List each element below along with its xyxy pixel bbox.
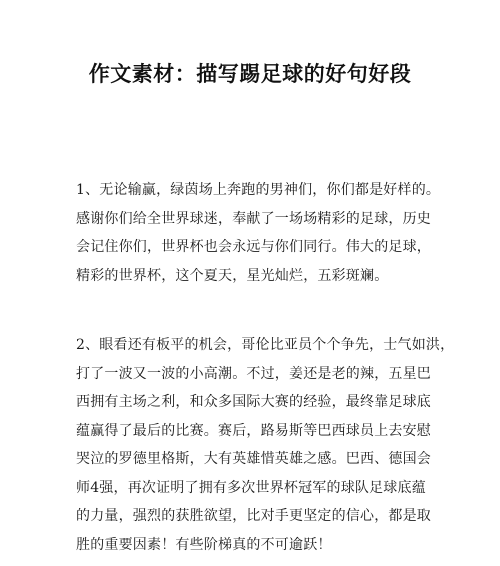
paragraph-line: 会记住你们，世界杯也会永远与你们同行。伟大的足球， xyxy=(76,239,431,255)
paragraph-line: 的力量，强烈的获胜欲望，比对手更坚定的信心，都是取 xyxy=(76,508,431,524)
paragraph-line: 师4强，再次证明了拥有多次世界杯冠军的球队足球底蕴 xyxy=(76,479,426,496)
paragraph-line: 打了一波又一波的小高潮。不过，姜还是老的辣，五星巴 xyxy=(76,365,431,382)
paragraph-line: 感谢你们给全世界球迷，奉献了一场场精彩的足球，历史 xyxy=(76,210,431,227)
paragraph-line: 蕴赢得了最后的比赛。赛后，路易斯等巴西球员上去安慰 xyxy=(76,422,431,439)
paragraph-line: 1、无论输赢，绿茵场上奔跑的男神们，你们都是好样的。 xyxy=(76,182,441,198)
paragraph-line: 胜的重要因素！有些阶梯真的不可逾跃！ xyxy=(76,536,332,553)
paragraph-2 xyxy=(76,331,455,559)
paragraph-line: 精彩的世界杯，这个夏天，星光灿烂，五彩斑斓。 xyxy=(76,267,389,284)
paragraph-line: 哭泣的罗德里格斯，大有英雄惜英雄之感。巴西、德国会 xyxy=(76,451,431,467)
document-title: 作文素材：描写踢足球的好句好段 xyxy=(88,61,412,86)
paragraph-1 xyxy=(76,176,446,290)
paragraph-line: 西拥有主场之利，和众多国际大赛的经验，最终靠足球底 xyxy=(76,394,431,410)
paragraph-line: 2、眼看还有板平的机会，哥伦比亚员个个争先，士气如洪， xyxy=(76,337,455,353)
